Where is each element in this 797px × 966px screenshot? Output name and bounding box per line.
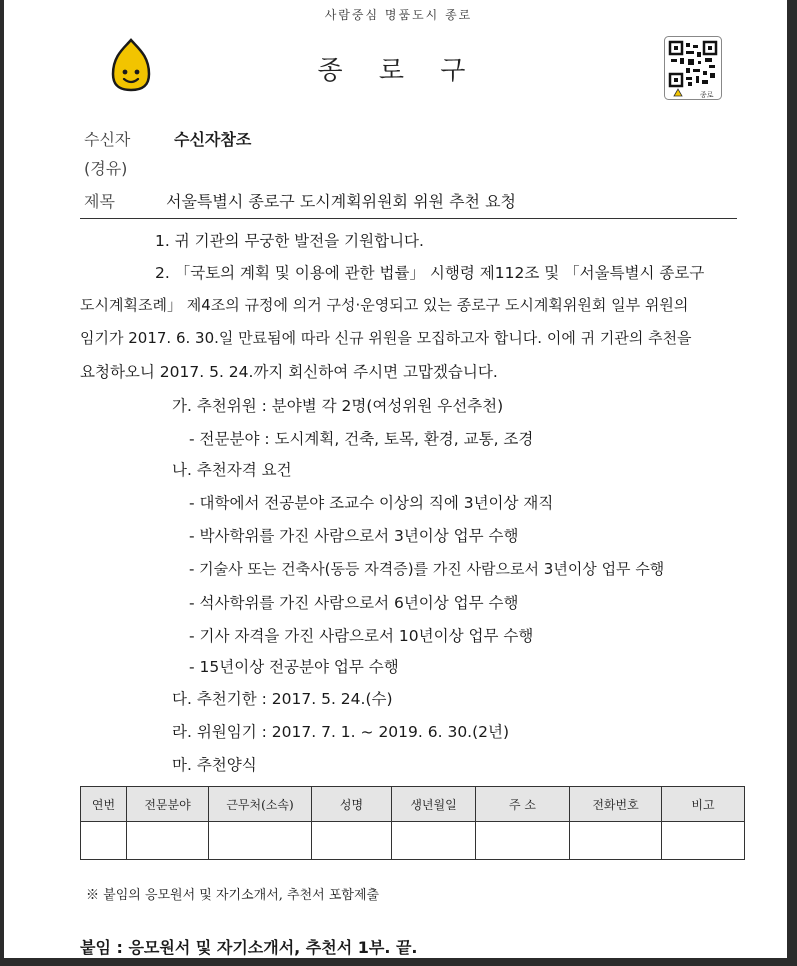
table-header-cell: 성명: [312, 787, 392, 822]
table-header-cell: 전문분야: [127, 787, 209, 822]
table-header-cell: 전화번호: [570, 787, 662, 822]
qr-code: [664, 36, 722, 100]
attachment-line: 붙임 : 응모원서 및 자기소개서, 추천서 1부. 끝.: [80, 938, 418, 957]
table-cell: [127, 822, 209, 860]
submission-note: ※ 붙임의 응모원서 및 자기소개서, 추천서 포함제출: [86, 888, 380, 903]
subject-label: 제목: [84, 192, 115, 211]
table-header-cell: 근무처(소속): [209, 787, 312, 822]
scan-border-right: [787, 0, 797, 966]
na-list-item: - 기술사 또는 건축사(동등 자격증)를 가진 사람으로서 3년이상 업무 수행: [189, 560, 665, 578]
header-slogan: 사람중심 명품도시 종로: [324, 8, 473, 22]
item-ma: 마. 추천양식: [172, 756, 257, 774]
subject-divider: [80, 218, 737, 219]
item-ga-sub: - 전문분야 : 도시계획, 건축, 토목, 환경, 교통, 조경: [189, 430, 534, 448]
table-cell: [476, 822, 570, 860]
item-ra: 라. 위원임기 : 2017. 7. 1. ~ 2019. 6. 30.(2년): [172, 723, 510, 741]
na-list-item: - 15년이상 전공분야 업무 수행: [189, 658, 399, 676]
qr-caption: 종로: [700, 91, 714, 99]
table-cell: [312, 822, 392, 860]
table-header-cell: 생년월일: [392, 787, 476, 822]
recommendation-form-table: [80, 786, 745, 860]
via-label: (경유): [84, 159, 128, 178]
na-list-item: - 기사 자격을 가진 사람으로서 10년이상 업무 수행: [189, 627, 534, 645]
recipient-label: 수신자: [84, 130, 131, 149]
scan-border-bottom: [0, 958, 797, 966]
table-row: [81, 822, 745, 860]
table-cell: [209, 822, 312, 860]
qr-code-icon: [664, 36, 722, 100]
item-ga: 가. 추천위원 : 분야별 각 2명(여성위원 우선추천): [172, 397, 504, 415]
subject-value: 서울특별시 종로구 도시계획위원회 위원 추천 요청: [166, 192, 517, 211]
table-header-cell: 연번: [81, 787, 127, 822]
scan-border-left: [0, 0, 4, 966]
table-cell: [392, 822, 476, 860]
table-header-cell: 비고: [662, 787, 745, 822]
table-cell: [662, 822, 745, 860]
body-paragraph-2-line-2: 도시계획조례」 제4조의 규정에 의거 구성·운영되고 있는 종로구 도시계획위원회 일부 위원의: [80, 296, 689, 314]
na-list-item: - 석사학위를 가진 사람으로서 6년이상 업무 수행: [189, 594, 519, 612]
table-cell: [81, 822, 127, 860]
body-paragraph-1: 1. 귀 기관의 무궁한 발전을 기원합니다.: [155, 232, 424, 250]
body-paragraph-2-line-4: 요청하오니 2017. 5. 24.까지 회신하여 주시면 고맙겠습니다.: [80, 363, 498, 381]
na-list-item: - 박사학위를 가진 사람으로서 3년이상 업무 수행: [189, 527, 519, 545]
na-list-item: - 대학에서 전공분야 조교수 이상의 직에 3년이상 재직: [189, 494, 554, 512]
body-paragraph-2-line-1: 2. 「국토의 계획 및 이용에 관한 법률」 시행령 제112조 및 「서울특별시 종로구: [155, 264, 705, 282]
recipient-value: 수신자참조: [174, 130, 252, 149]
item-da: 다. 추천기한 : 2017. 5. 24.(수): [172, 690, 393, 708]
table-header-cell: 주 소: [476, 787, 570, 822]
item-na: 나. 추천자격 요건: [172, 461, 292, 479]
table-header-row: [81, 787, 745, 822]
org-name: 종 로 구: [317, 56, 480, 86]
body-paragraph-2-line-3: 임기가 2017. 6. 30.일 만료됨에 따라 신규 위원을 모집하고자 합니다. 이에 귀 기관의 추천을: [80, 329, 692, 347]
table-cell: [570, 822, 662, 860]
